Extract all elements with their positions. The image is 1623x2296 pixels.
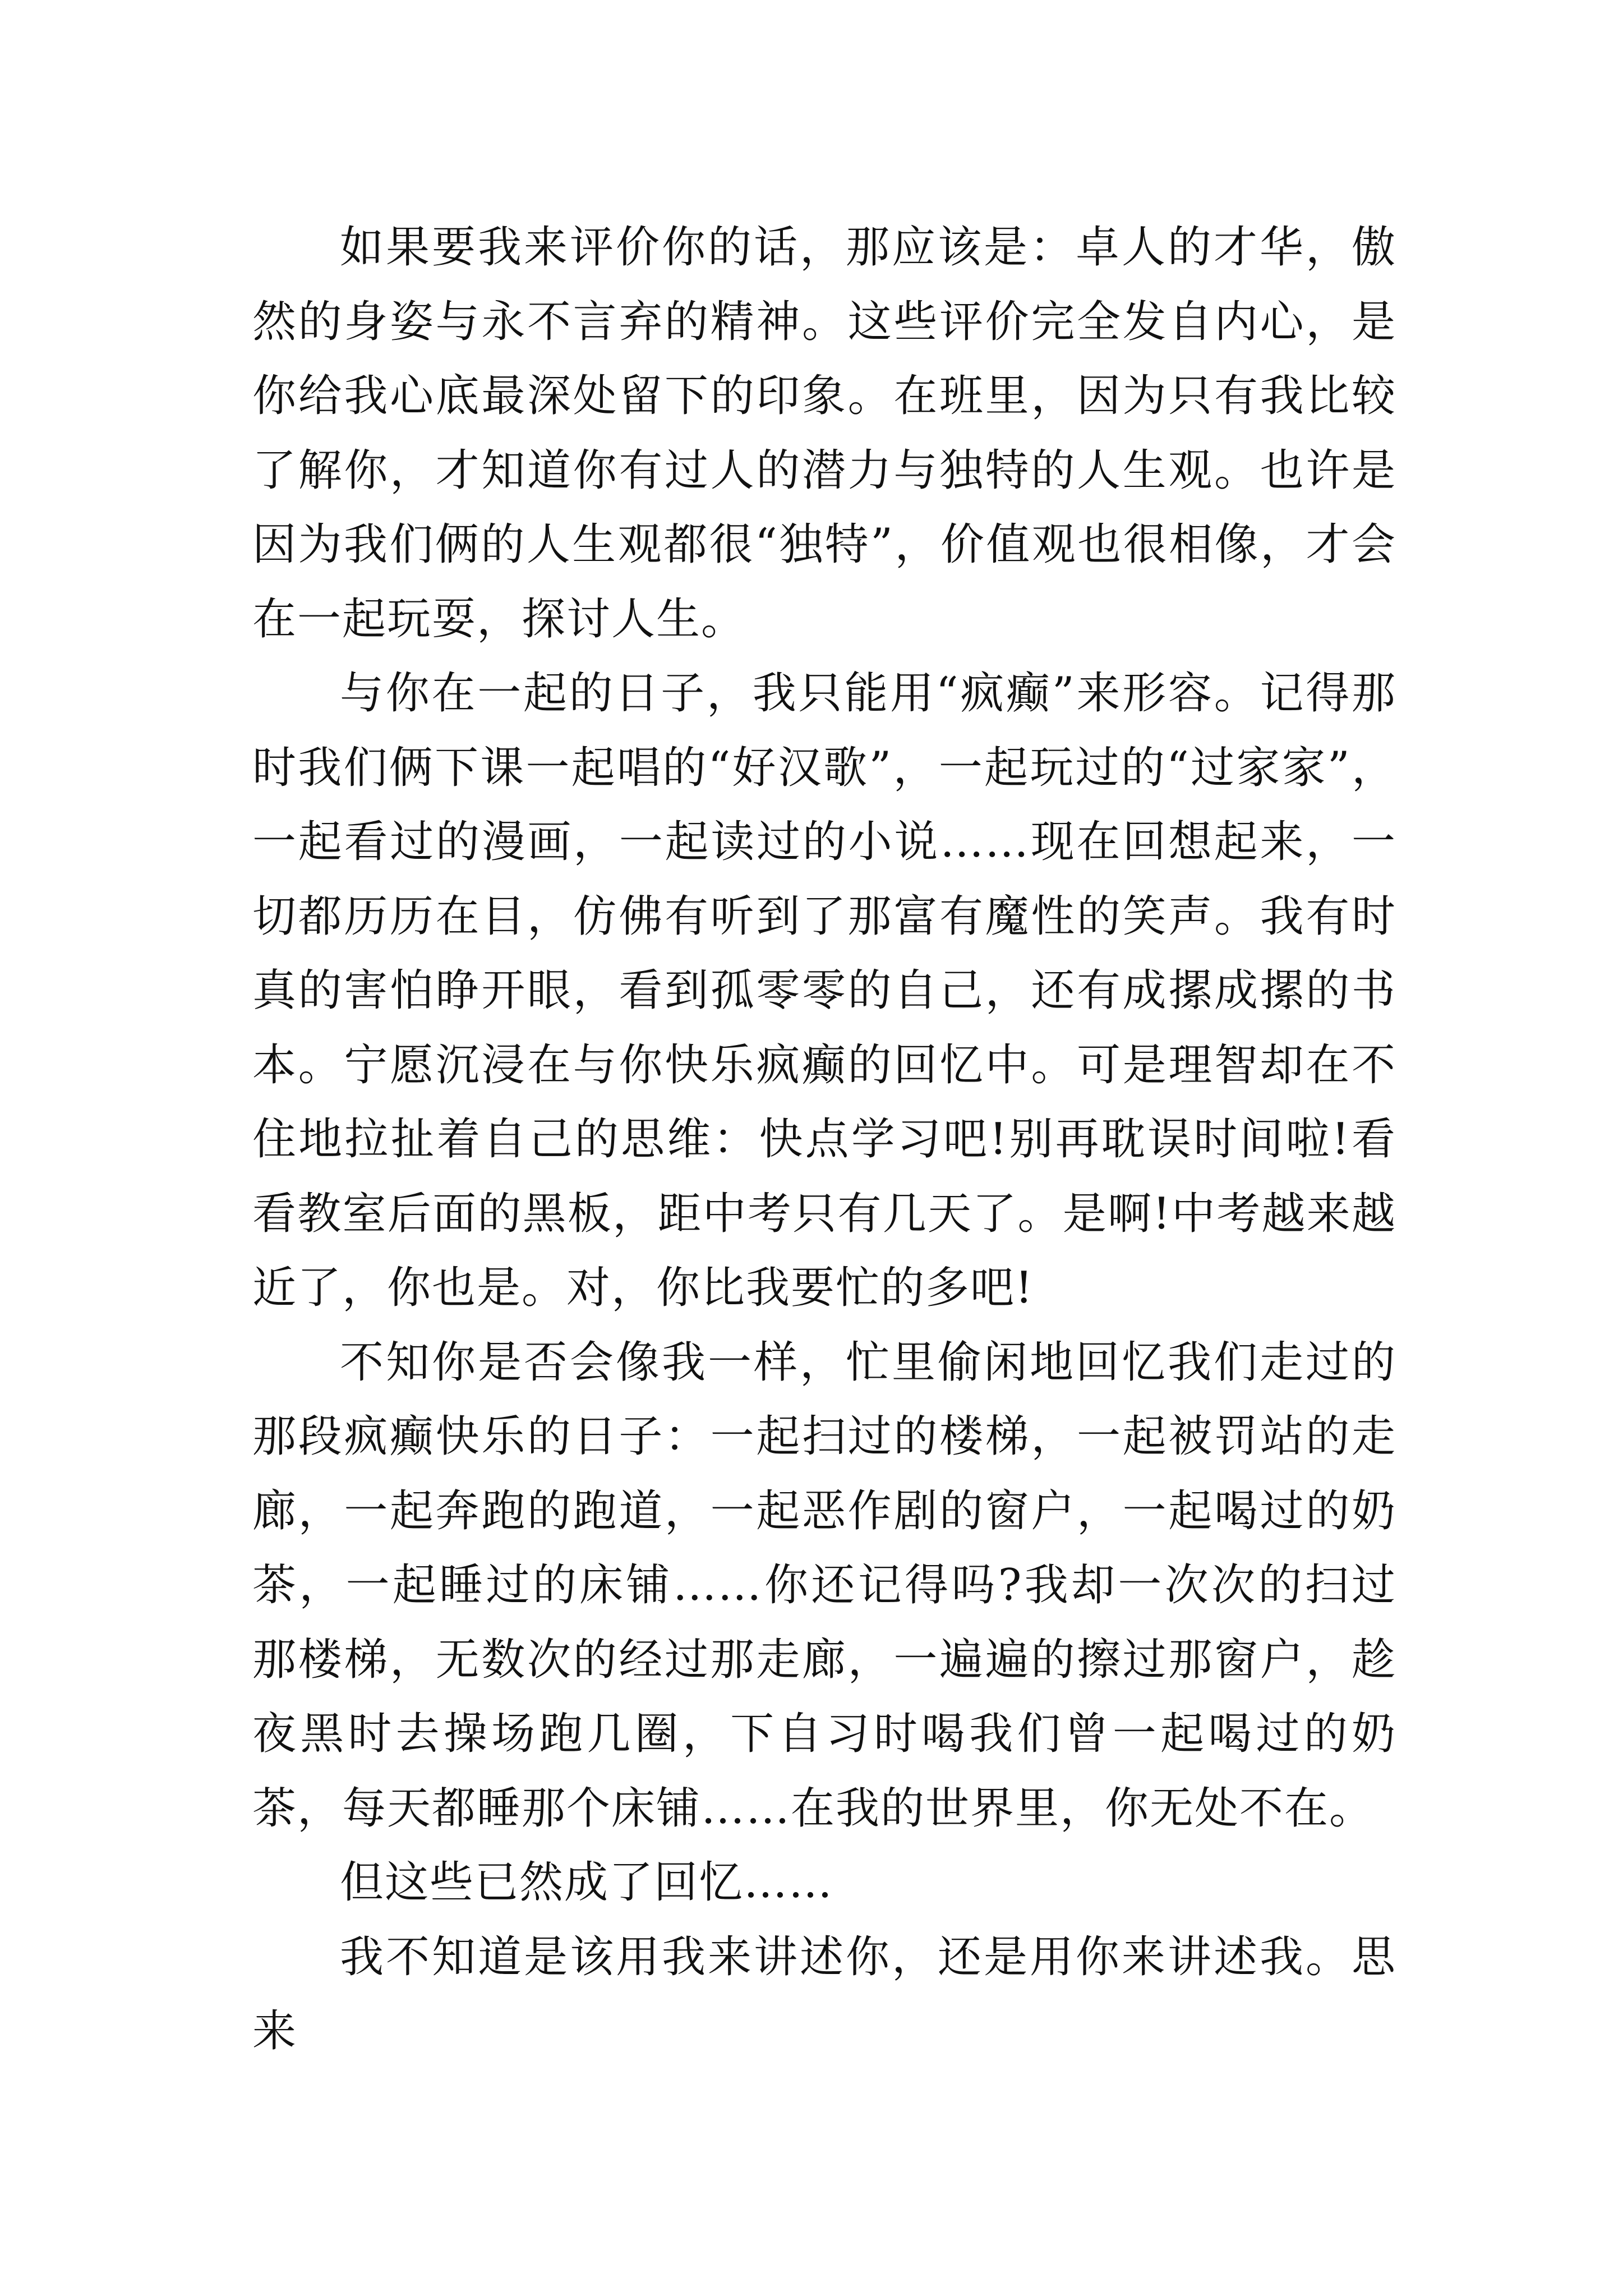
paragraph-2: 与你在一起的日子，我只能用“疯癫”来形容。记得那时我们俩下课一起唱的“好汉歌”，一起玩过的“过家家”，一起看过的漫画，一起读过的小说……现在回想起来，一切都历历在目，仿佛有听到了那富有魔性的笑声。我有时真的害怕睁开眼，看到孤零零的自己，还有成摞成摞的书本。宁愿沉浸在与你快乐疯癫的回忆中。可是理智却在不住地拉扯着自己的思维：快点学习吧!别再耽误时间啦!看看教室后面的黑板，距中考只有几天了。是啊!中考越来越近了，你也是。对，你比我要忙的多吧! [252, 668, 1396, 1313]
paragraph-3: 不知你是否会像我一样，忙里偷闲地回忆我们走过的那段疯癫快乐的日子：一起扫过的楼梯，一起被罚站的走廊，一起奔跑的跑道，一起恶作剧的窗户，一起喝过的奶茶，一起睡过的床铺……你还记得吗?我却一次次的扫过那楼梯，无数次的经过那走廊，一遍遍的擦过那窗户，趁夜黑时去操场跑几圈，下自习时喝我们曾一起喝过的奶茶，每天都睡那个床铺……在我的世界里，你无处不在。 [252, 1337, 1396, 1834]
essay-body [252, 210, 1396, 2069]
paragraph-5: 我不知道是该用我来讲述你，还是用你来讲述我。思来 [252, 1931, 1396, 2056]
paragraph-4: 但这些已然成了回忆…… [340, 1857, 834, 1908]
paragraph-1: 如果要我来评价你的话，那应该是：卓人的才华，傲然的身姿与永不言弃的精神。这些评价完全发自内心，是你给我心底最深处留下的印象。在班里，因为只有我比较了解你，才知道你有过人的潜力与独特的人生观。也许是因为我们俩的人生观都很“独特”，价值观也很相像，才会在一起玩耍，探讨人生。 [252, 222, 1396, 645]
